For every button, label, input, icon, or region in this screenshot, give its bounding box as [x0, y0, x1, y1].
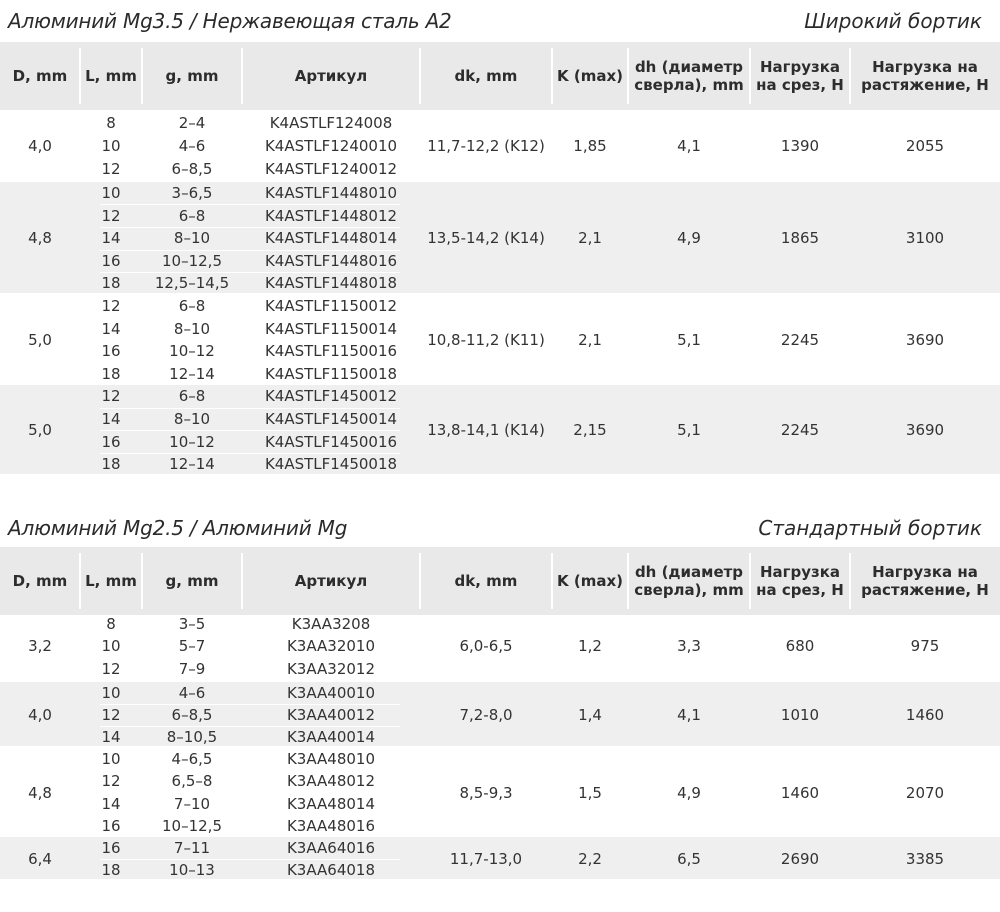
cell-l: 16: [101, 839, 121, 858]
cell-g: 8–10: [173, 319, 211, 338]
row-divider: [100, 408, 400, 409]
cell-g: 3–6,5: [171, 184, 213, 203]
cell-g: 7–9: [178, 659, 206, 678]
cell-l: 16: [101, 432, 121, 451]
section-title: Алюминий Mg3.5 / Нержавеющая сталь A2: [8, 9, 452, 33]
cell-article: K4ASTLF1150012: [264, 297, 398, 316]
cell-d: 4,0: [28, 705, 52, 724]
cell-article: K3AA40014: [286, 728, 376, 747]
column-separator: [419, 48, 421, 104]
column-separator: [79, 553, 81, 609]
cell-l: 18: [101, 364, 121, 383]
cell-dk: 7,2-8,0: [459, 705, 513, 724]
cell-article: K4ASTLF1150014: [264, 319, 398, 338]
cell-d: 4,8: [28, 229, 52, 248]
cell-l: 12: [101, 705, 121, 724]
header-g: g, mm: [165, 67, 219, 85]
cell-k: 2,15: [573, 421, 607, 440]
header-g: g, mm: [165, 572, 219, 590]
row-divider: [100, 859, 400, 860]
cell-article: K3AA32012: [286, 659, 376, 678]
cell-article: K3AA48012: [286, 772, 376, 791]
cell-k: 1,2: [578, 637, 602, 656]
cell-g: 4–6: [178, 683, 206, 702]
cell-article: K4ASTLF1450012: [264, 387, 398, 406]
table-row-group: [0, 293, 1000, 383]
table-header-row: [0, 42, 1000, 110]
cell-l: 12: [101, 772, 121, 791]
cell-tension: 3690: [905, 421, 945, 440]
cell-article: K4ASTLF1450014: [264, 410, 398, 429]
cell-shear: 1460: [780, 783, 820, 802]
cell-article: K3AA64018: [286, 861, 376, 880]
table-row-group: [0, 613, 1000, 680]
header-l: L, mm: [85, 67, 137, 85]
cell-article: K3AA40012: [286, 705, 376, 724]
table-header-row: [0, 547, 1000, 615]
column-separator: [551, 553, 553, 609]
cell-dh: 5,1: [677, 421, 701, 440]
cell-l: 14: [101, 229, 121, 248]
cell-g: 10–13: [169, 861, 215, 880]
cell-dh: 4,9: [677, 783, 701, 802]
cell-d: 3,2: [28, 637, 52, 656]
row-divider: [100, 726, 400, 727]
cell-l: 16: [101, 816, 121, 835]
cell-l: 18: [101, 455, 121, 474]
column-separator: [627, 48, 629, 104]
column-separator: [241, 48, 243, 104]
section-type-label: Широкий бортик: [804, 9, 982, 33]
table-row-group: [0, 680, 1000, 747]
row-divider: [100, 453, 400, 454]
cell-tension: 3385: [905, 850, 945, 869]
cell-article: K4ASTLF1450018: [264, 455, 398, 474]
cell-article: K4ASTLF1240012: [264, 159, 398, 178]
cell-article: K3AA48016: [286, 816, 376, 835]
column-separator: [749, 553, 751, 609]
column-separator: [419, 553, 421, 609]
cell-dh: 6,5: [677, 850, 701, 869]
cell-g: 6–8,5: [171, 705, 213, 724]
cell-k: 1,85: [573, 136, 607, 155]
cell-l: 8: [106, 114, 116, 133]
header-l: L, mm: [85, 572, 137, 590]
header-tension: Нагрузка на растяжение, Н: [861, 563, 989, 599]
cell-g: 8–10: [173, 229, 211, 248]
cell-g: 4–6,5: [171, 750, 213, 769]
cell-l: 12: [101, 159, 121, 178]
cell-dk: 11,7-13,0: [449, 850, 523, 869]
cell-article: K3AA3208: [291, 615, 371, 634]
cell-l: 18: [101, 861, 121, 880]
cell-l: 12: [101, 387, 121, 406]
cell-l: 14: [101, 728, 121, 747]
cell-g: 10–12,5: [162, 816, 222, 835]
header-k: K (max): [557, 572, 623, 590]
cell-article: K4ASTLF1448018: [264, 274, 398, 293]
cell-l: 14: [101, 410, 121, 429]
column-separator: [141, 553, 143, 609]
cell-g: 2–4: [178, 114, 206, 133]
table-row-group: [0, 112, 1000, 180]
cell-l: 10: [101, 683, 121, 702]
cell-shear: 1390: [780, 136, 820, 155]
cell-tension: 3690: [905, 330, 945, 349]
header-shear: Нагрузка на срез, Н: [756, 563, 844, 599]
column-separator: [849, 48, 851, 104]
row-divider: [100, 430, 400, 431]
cell-dk: 13,8-14,1 (K14): [427, 421, 545, 440]
cell-article: K4ASTLF1150016: [264, 342, 398, 361]
row-divider: [100, 272, 400, 273]
cell-g: 8–10: [173, 410, 211, 429]
cell-shear: 2690: [780, 850, 820, 869]
cell-g: 12–14: [169, 455, 215, 474]
cell-k: 1,4: [578, 705, 602, 724]
cell-article: K4ASTLF1448014: [264, 229, 398, 248]
cell-g: 10–12,5: [162, 251, 222, 270]
cell-article: K3AA48010: [286, 750, 376, 769]
cell-dh: 4,9: [677, 229, 701, 248]
cell-l: 10: [101, 136, 121, 155]
cell-tension: 1460: [905, 705, 945, 724]
cell-k: 2,1: [578, 330, 602, 349]
cell-shear: 2245: [780, 330, 820, 349]
cell-g: 8–10,5: [166, 728, 218, 747]
table-row-group: [0, 746, 1000, 835]
cell-dk: 13,5-14,2 (K14): [427, 229, 545, 248]
cell-dh: 5,1: [677, 330, 701, 349]
cell-d: 6,4: [28, 850, 52, 869]
cell-article: K4ASTLF1450016: [264, 432, 398, 451]
cell-shear: 1010: [780, 705, 820, 724]
column-separator: [849, 553, 851, 609]
cell-article: K4ASTLF124008: [269, 114, 393, 133]
cell-l: 10: [101, 750, 121, 769]
cell-article: K4ASTLF1150018: [264, 364, 398, 383]
cell-l: 8: [106, 615, 116, 634]
cell-d: 5,0: [28, 330, 52, 349]
cell-dk: 10,8-11,2 (K11): [427, 330, 545, 349]
cell-g: 6–8: [178, 387, 206, 406]
row-divider: [100, 250, 400, 251]
cell-g: 4–6: [178, 136, 206, 155]
cell-article: K4ASTLF1448010: [264, 184, 398, 203]
cell-shear: 2245: [780, 421, 820, 440]
cell-g: 7–11: [173, 839, 211, 858]
row-divider: [100, 704, 400, 705]
cell-shear: 680: [785, 637, 815, 656]
cell-d: 5,0: [28, 421, 52, 440]
header-article: Артикул: [294, 67, 368, 85]
cell-l: 12: [101, 659, 121, 678]
cell-k: 2,2: [578, 850, 602, 869]
cell-d: 4,0: [28, 136, 52, 155]
cell-l: 16: [101, 342, 121, 361]
cell-article: K3AA48014: [286, 794, 376, 813]
cell-l: 12: [101, 297, 121, 316]
cell-dh: 3,3: [677, 637, 701, 656]
cell-dh: 4,1: [677, 705, 701, 724]
cell-l: 10: [101, 184, 121, 203]
section-title: Алюминий Mg2.5 / Алюминий Mg: [8, 516, 348, 540]
header-article: Артикул: [294, 572, 368, 590]
cell-l: 12: [101, 206, 121, 225]
cell-l: 14: [101, 319, 121, 338]
header-dh: dh (диаметр сверла), mm: [634, 58, 744, 94]
cell-dh: 4,1: [677, 136, 701, 155]
header-dh: dh (диаметр сверла), mm: [634, 563, 744, 599]
cell-article: K3AA64016: [286, 839, 376, 858]
cell-tension: 2055: [905, 136, 945, 155]
cell-article: K4ASTLF1240010: [264, 136, 398, 155]
header-d: D, mm: [12, 67, 68, 85]
cell-article: K3AA32010: [286, 637, 376, 656]
column-separator: [79, 48, 81, 104]
header-k: K (max): [557, 67, 623, 85]
header-dk: dk, mm: [454, 67, 518, 85]
table-row-group: [0, 835, 1000, 879]
column-separator: [141, 48, 143, 104]
cell-tension: 2070: [905, 783, 945, 802]
cell-tension: 3100: [905, 229, 945, 248]
table-row-group: [0, 383, 1000, 473]
cell-g: 6–8: [178, 206, 206, 225]
table-row-group: [0, 180, 1000, 293]
row-divider: [100, 204, 400, 205]
cell-dk: 8,5-9,3: [459, 783, 513, 802]
cell-article: K3AA40010: [286, 683, 376, 702]
cell-g: 10–12: [169, 342, 215, 361]
column-separator: [551, 48, 553, 104]
cell-l: 16: [101, 251, 121, 270]
cell-g: 12–14: [169, 364, 215, 383]
header-tension: Нагрузка на растяжение, Н: [861, 58, 989, 94]
section-type-label: Стандартный бортик: [758, 516, 982, 540]
cell-g: 6–8,5: [171, 159, 213, 178]
cell-tension: 975: [910, 637, 940, 656]
cell-g: 10–12: [169, 432, 215, 451]
header-shear: Нагрузка на срез, Н: [756, 58, 844, 94]
cell-g: 6–8: [178, 297, 206, 316]
column-separator: [627, 553, 629, 609]
header-d: D, mm: [12, 572, 68, 590]
cell-shear: 1865: [780, 229, 820, 248]
cell-dk: 6,0-6,5: [459, 637, 513, 656]
cell-l: 14: [101, 794, 121, 813]
row-divider: [100, 227, 400, 228]
cell-k: 2,1: [578, 229, 602, 248]
cell-k: 1,5: [578, 783, 602, 802]
cell-d: 4,8: [28, 783, 52, 802]
cell-g: 6,5–8: [171, 772, 213, 791]
cell-article: K4ASTLF1448016: [264, 251, 398, 270]
cell-l: 10: [101, 637, 121, 656]
column-separator: [749, 48, 751, 104]
cell-g: 12,5–14,5: [154, 274, 230, 293]
cell-g: 3–5: [178, 615, 206, 634]
cell-g: 5–7: [178, 637, 206, 656]
column-separator: [241, 553, 243, 609]
header-dk: dk, mm: [454, 572, 518, 590]
cell-article: K4ASTLF1448012: [264, 206, 398, 225]
cell-g: 7–10: [173, 794, 211, 813]
cell-dk: 11,7-12,2 (K12): [427, 136, 545, 155]
cell-l: 18: [101, 274, 121, 293]
